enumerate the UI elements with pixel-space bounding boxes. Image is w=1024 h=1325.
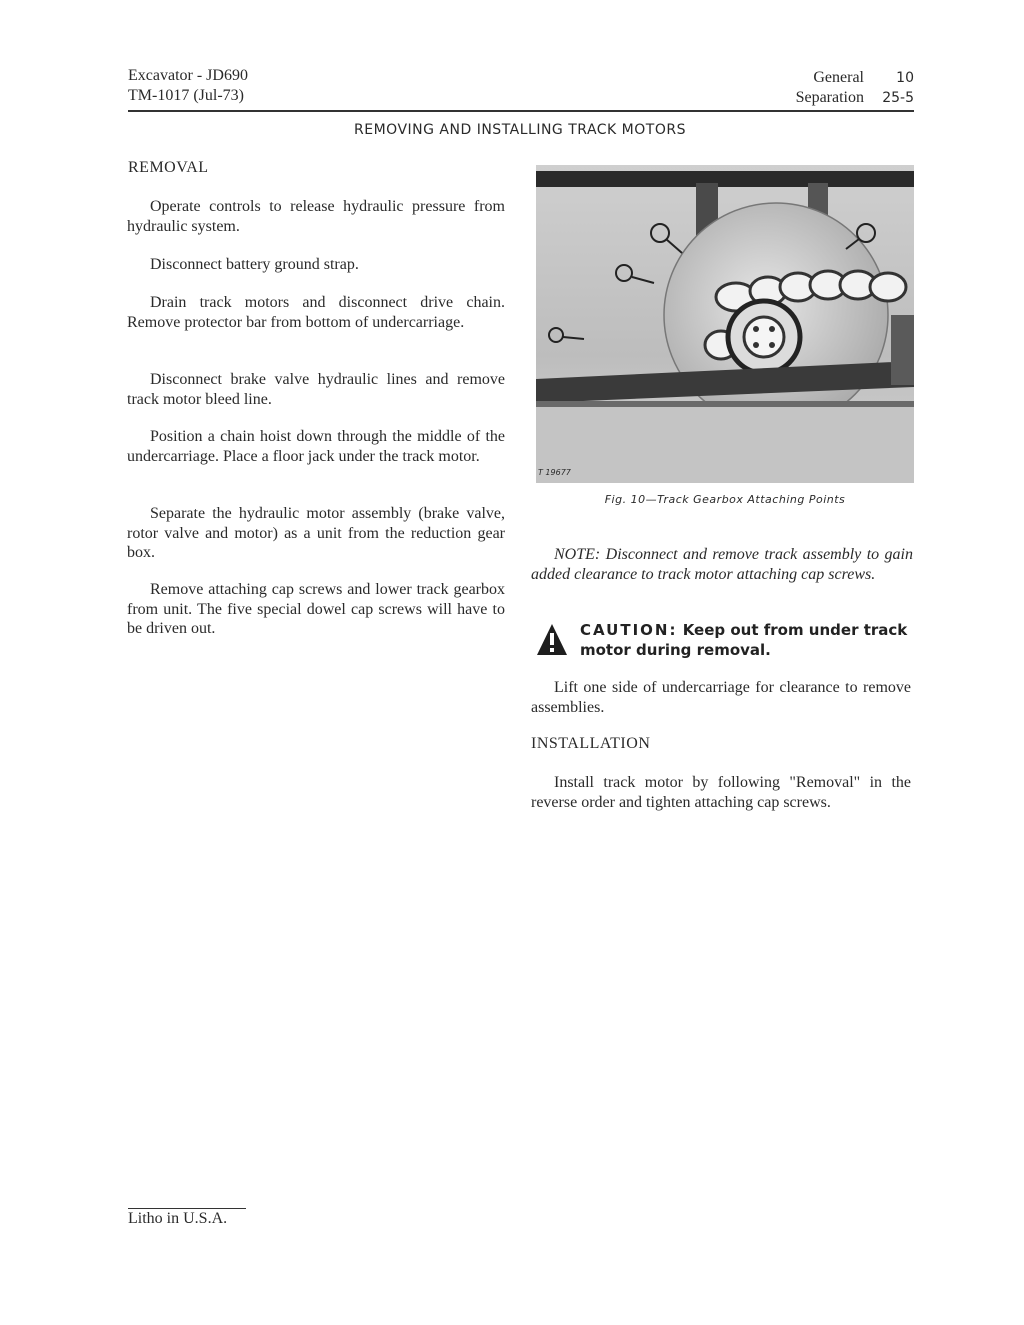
removal-step-1: Operate controls to release hydraulic pressure from hydraulic system. xyxy=(127,198,505,235)
footer-text: Litho in U.S.A. xyxy=(128,1210,228,1227)
removal-step-2: Disconnect battery ground strap. xyxy=(150,256,359,273)
removal-step-6: Separate the hydraulic motor assembly (brake valve, rotor valve and motor) as a unit from the reduction gear box. xyxy=(127,505,505,561)
page-title: REMOVING AND INSTALLING TRACK MOTORS xyxy=(354,122,686,138)
figure-caption: Fig. 10—Track Gearbox Attaching Points xyxy=(604,493,846,506)
track-gearbox-photo xyxy=(536,165,914,483)
warning-triangle-icon xyxy=(535,622,569,658)
removal-step-4: Disconnect brake valve hydraulic lines and remove track motor bleed line. xyxy=(127,371,505,408)
removal-step-3: Drain track motors and disconnect drive chain. Remove protector bar from bottom of undercarriage. xyxy=(127,294,505,331)
page-number: 25-5 xyxy=(882,90,914,106)
section-header xyxy=(813,67,914,89)
machine-title: Excavator - JD690 xyxy=(128,67,248,84)
caution-label: CAUTION: xyxy=(580,621,678,639)
caution-block xyxy=(580,620,914,660)
section-label: General xyxy=(813,69,864,86)
group-header xyxy=(796,87,914,109)
installation-text: Install track motor by following "Removal" in the reverse order and tighten attaching cap screws. xyxy=(531,774,911,811)
installation-heading: INSTALLATION xyxy=(531,735,651,752)
removal-heading: REMOVAL xyxy=(128,159,209,176)
note-text: NOTE: Disconnect and remove track assembly to gain added clearance to track motor attaching cap screws. xyxy=(531,546,913,583)
header-rule xyxy=(128,110,914,112)
manual-number: TM-1017 (Jul-73) xyxy=(128,87,244,104)
removal-step-7: Remove attaching cap screws and lower track gearbox from unit. The five special dowel cap screws will have to be driven out. xyxy=(127,581,505,637)
clearance-step: Lift one side of undercarriage for clearance to remove assemblies. xyxy=(531,679,911,716)
section-number: 10 xyxy=(896,70,914,86)
caution-message: Keep out from under track motor during removal. xyxy=(580,621,908,659)
group-label: Separation xyxy=(795,89,864,106)
photo-id: T 19677 xyxy=(538,468,571,477)
removal-step-5: Position a chain hoist down through the middle of the undercarriage. Place a floor jack under the track motor. xyxy=(127,428,505,465)
